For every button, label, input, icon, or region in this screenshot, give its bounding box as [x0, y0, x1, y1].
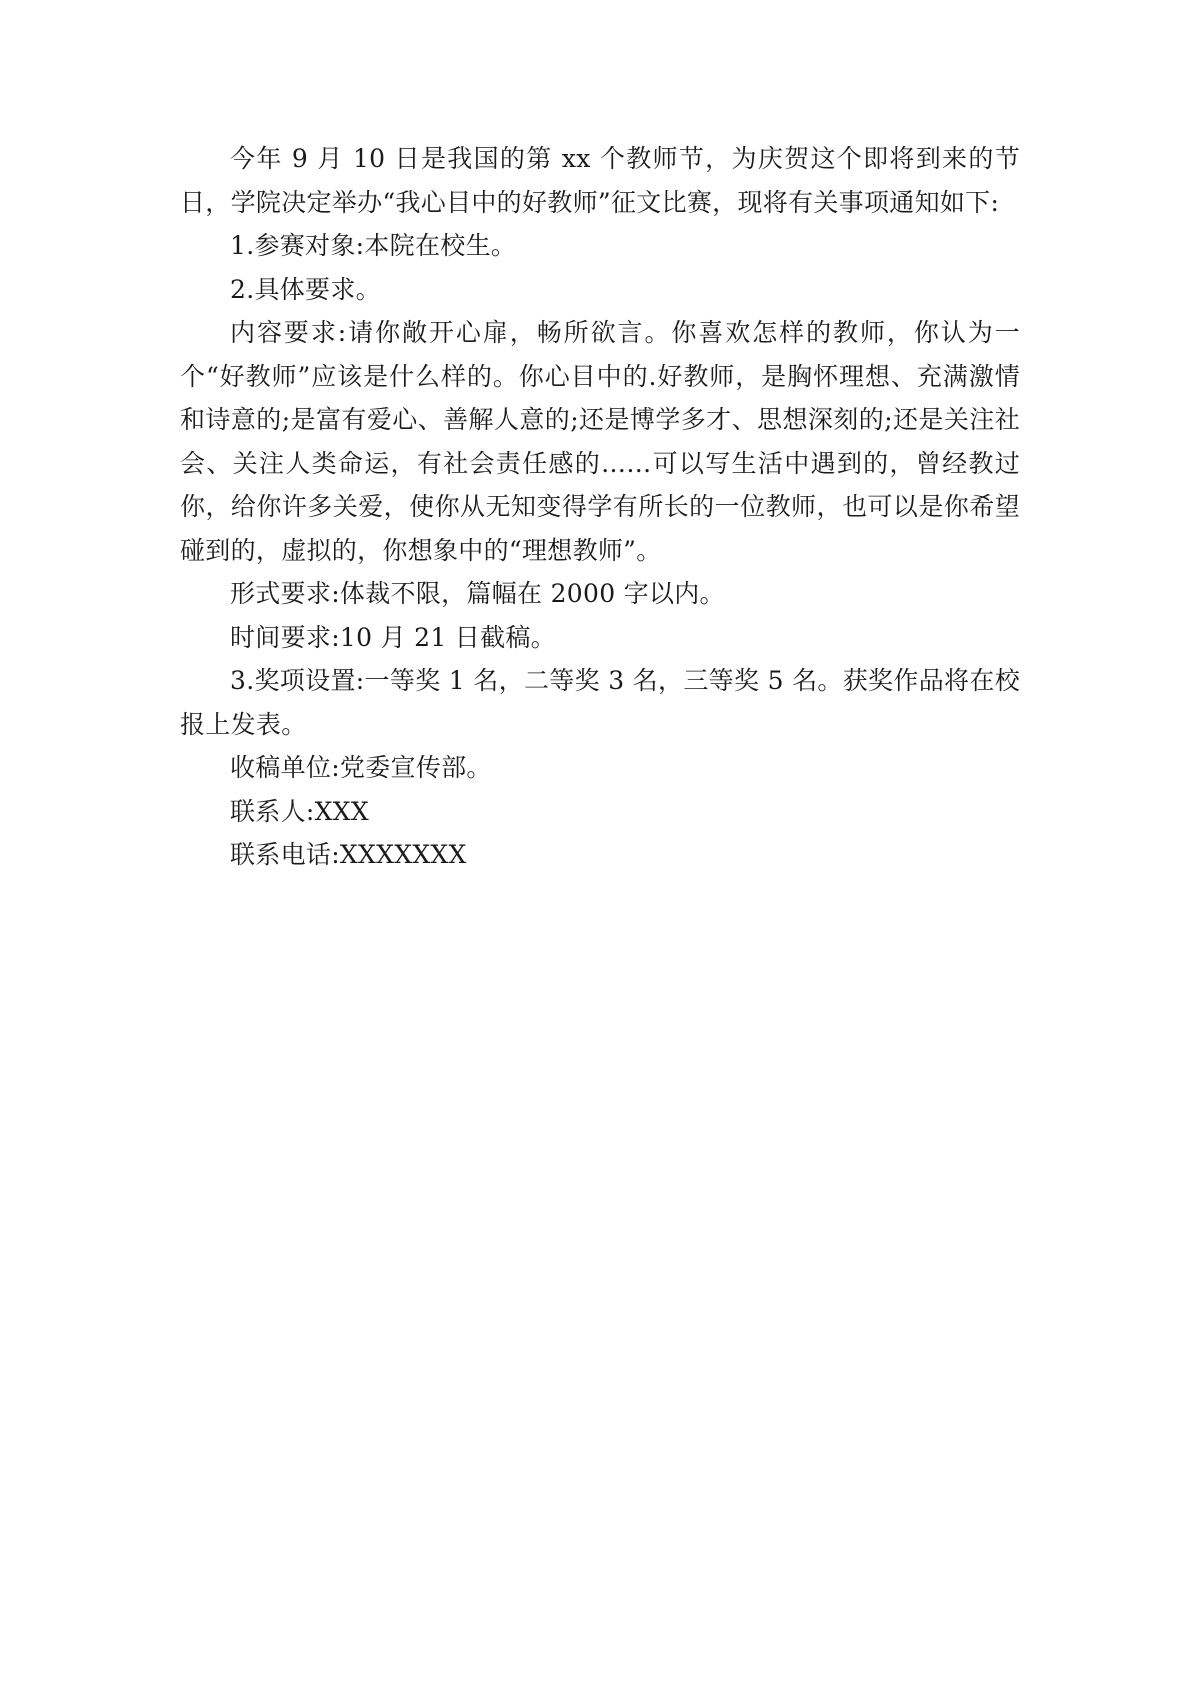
awards-paragraph: 3.奖项设置:一等奖 1 名，二等奖 3 名，三等奖 5 名。获奖作品将在校报上发表。	[180, 666, 1020, 739]
deadline-paragraph: 时间要求:10 月 21 日截稿。	[230, 622, 556, 652]
requirements-heading: 2.具体要求。	[230, 274, 381, 304]
contact-person-paragraph: 联系人:XXX	[230, 796, 369, 826]
participants-paragraph: 1.参赛对象:本院在校生。	[230, 231, 517, 260]
contact-phone-paragraph: 联系电话:XXXXXXX	[230, 840, 467, 869]
intro-paragraph: 今年 9 月 10 日是我国的第 xx 个教师节，为庆贺这个即将到来的节日，学院决定举办“我心目中的好教师”征文比赛，现将有关事项通知如下:	[180, 144, 1020, 217]
content-requirements-paragraph: 内容要求:请你敞开心扉，畅所欲言。你喜欢怎样的教师，你认为一个“好教师”应该是什么样的。你心目中的.好教师，是胸怀理想、充满激情和诗意的;是富有爱心、善解人意的;还是博学多才、思想深刻的;还是关注社会、关注人类命运，有社会责任感的……可以写生活中遇到的，曾经教过你，给你许多关爱，使你从无知变得学有所长的一位教师，也可以是你希望碰到的，虚拟的，你想象中的“理想教师”。	[180, 318, 1020, 565]
document-body	[180, 137, 1020, 877]
format-requirements-paragraph: 形式要求:体裁不限，篇幅在 2000 字以内。	[230, 579, 725, 608]
submission-unit-paragraph: 收稿单位:党委宣传部。	[230, 753, 492, 782]
